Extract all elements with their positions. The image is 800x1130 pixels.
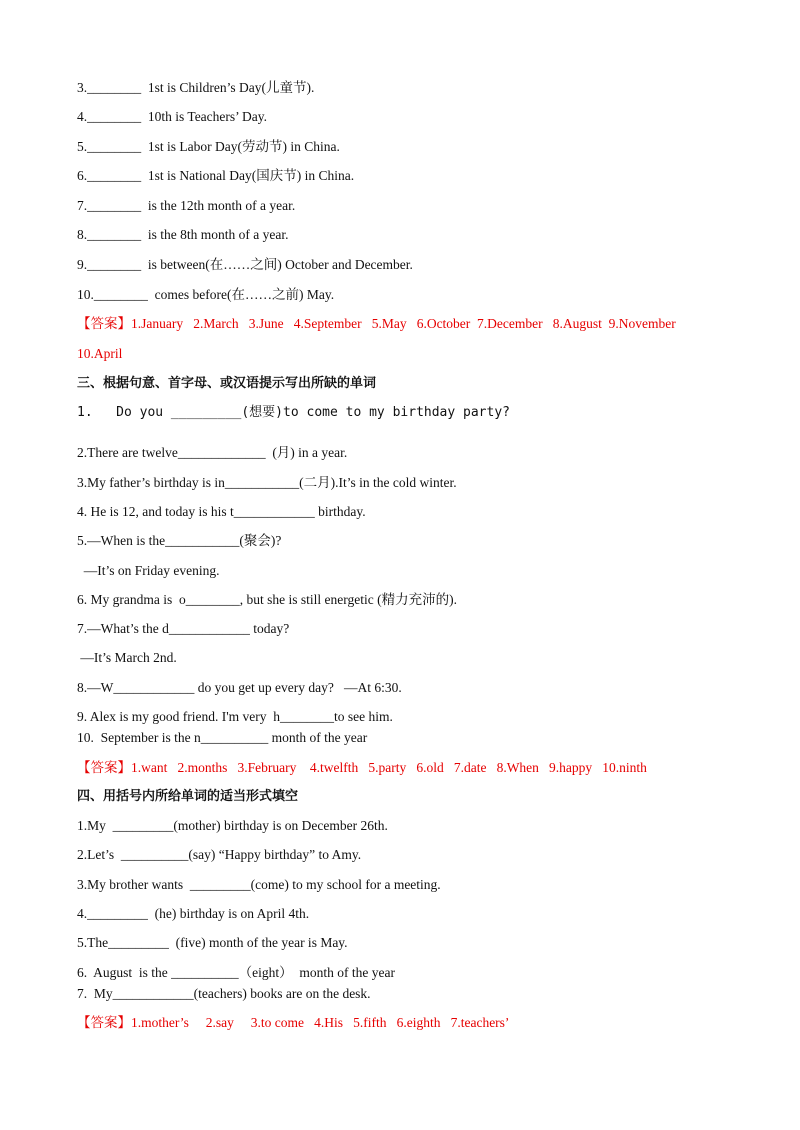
answer-line: 10.April — [77, 346, 123, 361]
question-line: 6. My grandma is o________, but she is still energetic (精力充沛的). — [77, 592, 457, 607]
question-line: 1.My _________(mother) birthday is on December 26th. — [77, 818, 388, 833]
answer-line: 【答案】1.want 2.months 3.February 4.twelfth 5.party 6.old 7.date 8.When 9.happy 10.ninth — [77, 760, 647, 775]
question-line: 8.—W____________ do you get up every day? —At 6:30. — [77, 680, 402, 695]
question-line: 1. Do you _________(想要)to come to my birthday party? — [77, 405, 510, 420]
question-line: 8.________ is the 8th month of a year. — [77, 227, 289, 242]
question-line: 6. August is the __________（eight） month of the year — [77, 965, 395, 980]
question-line: 7.—What’s the d____________ today? — [77, 621, 290, 636]
question-line: 2.Let’s __________(say) “Happy birthday” to Amy. — [77, 847, 362, 862]
question-line: 4._________ (he) birthday is on April 4th. — [77, 906, 310, 921]
question-line: 10. September is the n__________ month of the year — [77, 730, 368, 745]
question-line: 4. He is 12, and today is his t____________ birthday. — [77, 504, 366, 519]
question-line: —It’s on Friday evening. — [77, 563, 220, 578]
section-heading: 四、用括号内所给单词的适当形式填空 — [77, 789, 299, 804]
question-line: 4.________ 10th is Teachers’ Day. — [77, 109, 268, 124]
question-line: 5.The_________ (five) month of the year is May. — [77, 935, 348, 950]
answer-line: 【答案】1.mother’s 2.say 3.to come 4.His 5.fifth 6.eighth 7.teachers’ — [77, 1015, 510, 1030]
question-line: 3.________ 1st is Children’s Day(儿童节). — [77, 80, 315, 95]
question-line: 2.There are twelve_____________ (月) in a year. — [77, 445, 348, 460]
question-line: —It’s March 2nd. — [77, 650, 177, 665]
question-line: 3.My father’s birthday is in___________(二月).It’s in the cold winter. — [77, 475, 457, 490]
question-line: 5.—When is the___________(聚会)? — [77, 533, 282, 548]
answer-line: 【答案】1.January 2.March 3.June 4.September 5.May 6.October 7.December 8.August 9.November — [77, 316, 676, 331]
question-line: 7. My____________(teachers) books are on the desk. — [77, 986, 371, 1001]
question-line: 9.________ is between(在……之间) October and December. — [77, 257, 413, 272]
question-line: 10.________ comes before(在……之前) May. — [77, 287, 335, 302]
question-line: 6.________ 1st is National Day(国庆节) in China. — [77, 168, 355, 183]
question-line: 7.________ is the 12th month of a year. — [77, 198, 296, 213]
question-line: 5.________ 1st is Labor Day(劳动节) in China. — [77, 139, 340, 154]
question-line: 3.My brother wants _________(come) to my school for a meeting. — [77, 877, 441, 892]
section-heading: 三、根据句意、首字母、或汉语提示写出所缺的单词 — [77, 376, 377, 391]
question-line: 9. Alex is my good friend. I'm very h________to see him. — [77, 709, 393, 724]
